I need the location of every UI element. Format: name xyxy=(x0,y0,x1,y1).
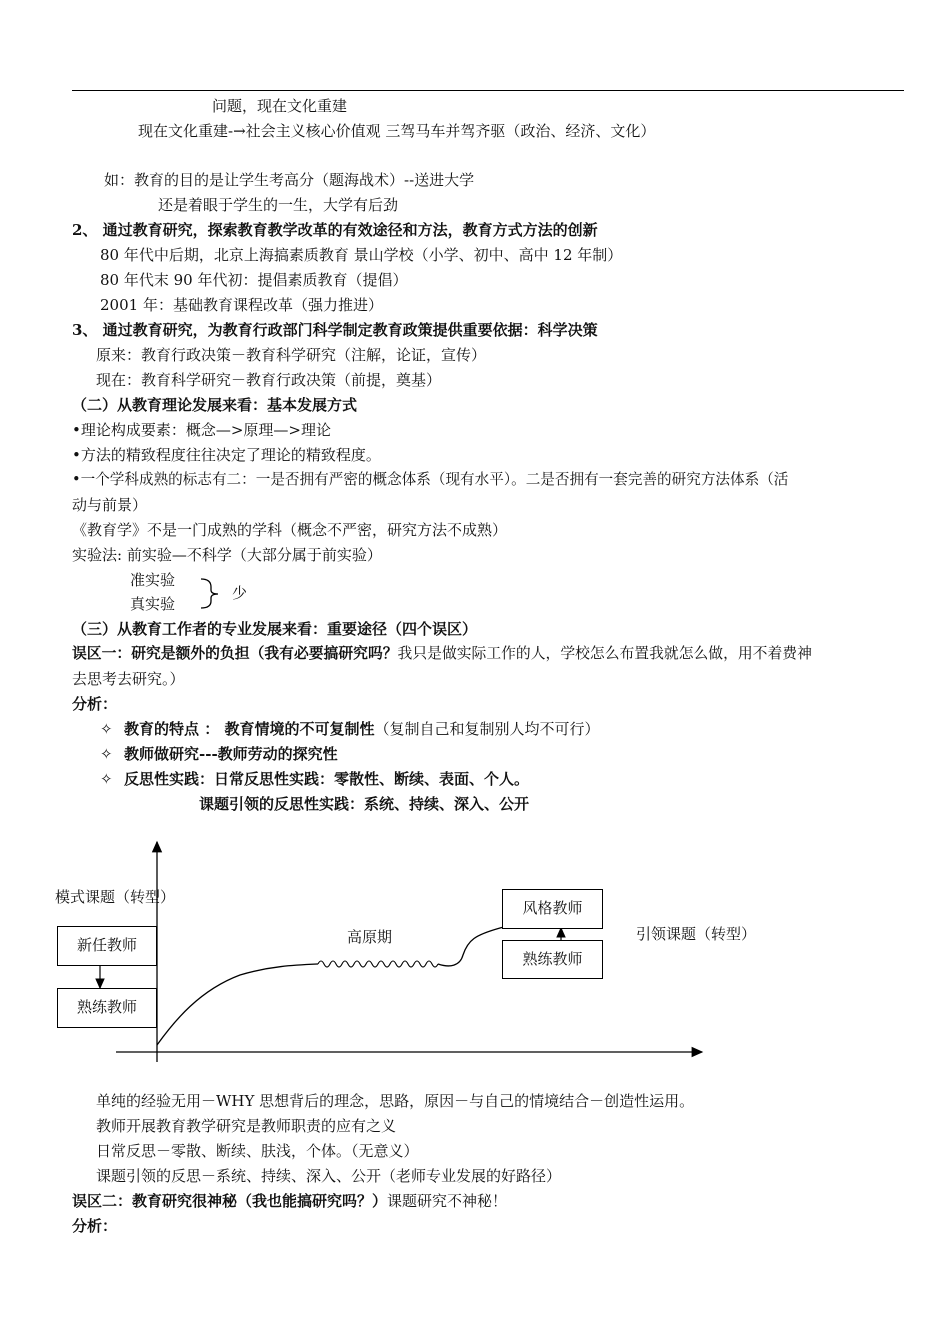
diamond-icon: ✧ xyxy=(100,770,113,788)
text-line: 现在：教育科学研究－教育行政决策（前提，奠基） xyxy=(96,371,442,389)
misconception-text: 课题研究不神秘！ xyxy=(387,1192,508,1210)
text-line: 教师开展教育教学研究是教师职责的应有之义 xyxy=(96,1117,397,1135)
diamond-bullet xyxy=(100,719,599,739)
diamond-bullet xyxy=(100,744,338,764)
bullet-bold: 教师做研究---教师劳动的探究性 xyxy=(124,745,338,763)
bullet-bold: 课题引领的反思性实践：系统、持续、深入、公开 xyxy=(199,795,530,813)
mode-topic-label: 模式课题（转型） xyxy=(55,888,176,906)
lead-topic-label: 引领课题（转型） xyxy=(636,925,757,943)
text-line xyxy=(72,1191,507,1211)
diamond-bullet xyxy=(100,769,529,789)
plateau-wave xyxy=(318,961,438,967)
text-line: 问题，现在文化重建 xyxy=(212,97,348,115)
text-line: 少 xyxy=(232,584,248,602)
text-line: 真实验 xyxy=(130,595,176,613)
plateau-label: 高原期 xyxy=(347,928,393,946)
text-line: 准实验 xyxy=(130,571,176,589)
bullet-bold: 教育的特点 ： 教育情境的不可复制性 xyxy=(124,720,375,738)
skilled-teacher-box: 熟练教师 xyxy=(502,940,603,979)
text-line: 80 年代中后期，北京上海搞素质教育 景山学校（小学、初中、高中 12 年制） xyxy=(100,246,623,264)
text-line: 单纯的经验无用－WHY 思想背后的理念，思路，原因－与自己的情境结合－创造性运用。 xyxy=(96,1092,695,1110)
diamond-icon: ✧ xyxy=(100,720,113,738)
text-line: 还是着眼于学生的一生，大学有后劲 xyxy=(158,196,399,214)
text-line: 《教育学》不是一门成熟的学科（概念不严密，研究方法不成熟） xyxy=(72,521,508,539)
text-line: 动与前景） xyxy=(72,496,148,514)
analysis-label: 分析： xyxy=(72,1217,118,1235)
bullet-bold: 反思性实践：日常反思性实践：零散性、断续、表面、个人。 xyxy=(124,770,530,788)
growth-curve xyxy=(157,964,318,1045)
section-heading: 3、 通过教育研究，为教育行政部门科学制定教育政策提供重要依据：科学决策 xyxy=(72,321,598,339)
bullet-line: •一个学科成熟的标志有二：一是否拥有严密的概念体系（现有水平）。二是否拥有一套完善的研究方法体系（活 xyxy=(72,471,789,488)
bullet-line: •方法的精致程度往往决定了理论的精致程度。 xyxy=(72,446,381,464)
text-line: 原来：教育行政决策－教育科学研究（注解，论证，宣传） xyxy=(96,346,487,364)
misconception-text: 我只是做实际工作的人，学校怎么布置我就怎么做，用不着费神 xyxy=(397,645,812,662)
text-line: 现在文化重建-→社会主义核心价值观 三驾马车并驾齐驱（政治、经济、文化） xyxy=(138,122,656,140)
skilled-teacher-box: 熟练教师 xyxy=(57,988,157,1028)
misconception-title: 误区一：研究是额外的负担（我有必要搞研究吗？ xyxy=(72,645,398,662)
text-line: 如：教育的目的是让学生考高分（题海战术）--送进大学 xyxy=(104,171,475,189)
new-teacher-box: 新任教师 xyxy=(57,926,157,966)
text-line xyxy=(72,644,812,664)
text-line: 去思考去研究。） xyxy=(72,670,185,688)
diamond-icon: ✧ xyxy=(100,745,113,763)
analysis-label: 分析： xyxy=(72,695,118,713)
section-heading: （三）从教育工作者的专业发展来看：重要途径（四个误区） xyxy=(72,620,478,638)
top-rule xyxy=(72,90,904,91)
bullet-text: （复制自己和复制别人均不可行） xyxy=(374,720,600,738)
misconception-title: 误区二：教育研究很神秘（我也能搞研究吗？） xyxy=(72,1192,388,1210)
style-teacher-box: 风格教师 xyxy=(502,889,603,929)
text-line: 日常反思－零散、断续、肤浅，个体。（无意义） xyxy=(96,1142,419,1160)
text-line: 2001 年：基础教育课程改革（强力推进） xyxy=(100,296,383,314)
section-heading: 2、 通过教育研究，探索教育教学改革的有效途径和方法，教育方式方法的创新 xyxy=(72,221,598,239)
section-heading: （二）从教育理论发展来看：基本发展方式 xyxy=(72,396,358,414)
text-line: 80 年代末 90 年代初：提倡素质教育（提倡） xyxy=(100,271,408,289)
bullet-line: •理论构成要素：概念—>原理—>理论 xyxy=(72,421,331,439)
text-line: 课题引领的反思－系统、持续、深入、公开（老师专业发展的好路径） xyxy=(96,1167,562,1185)
text-line: 实验法: 前实验—不科学（大部分属于前实验） xyxy=(72,546,382,564)
